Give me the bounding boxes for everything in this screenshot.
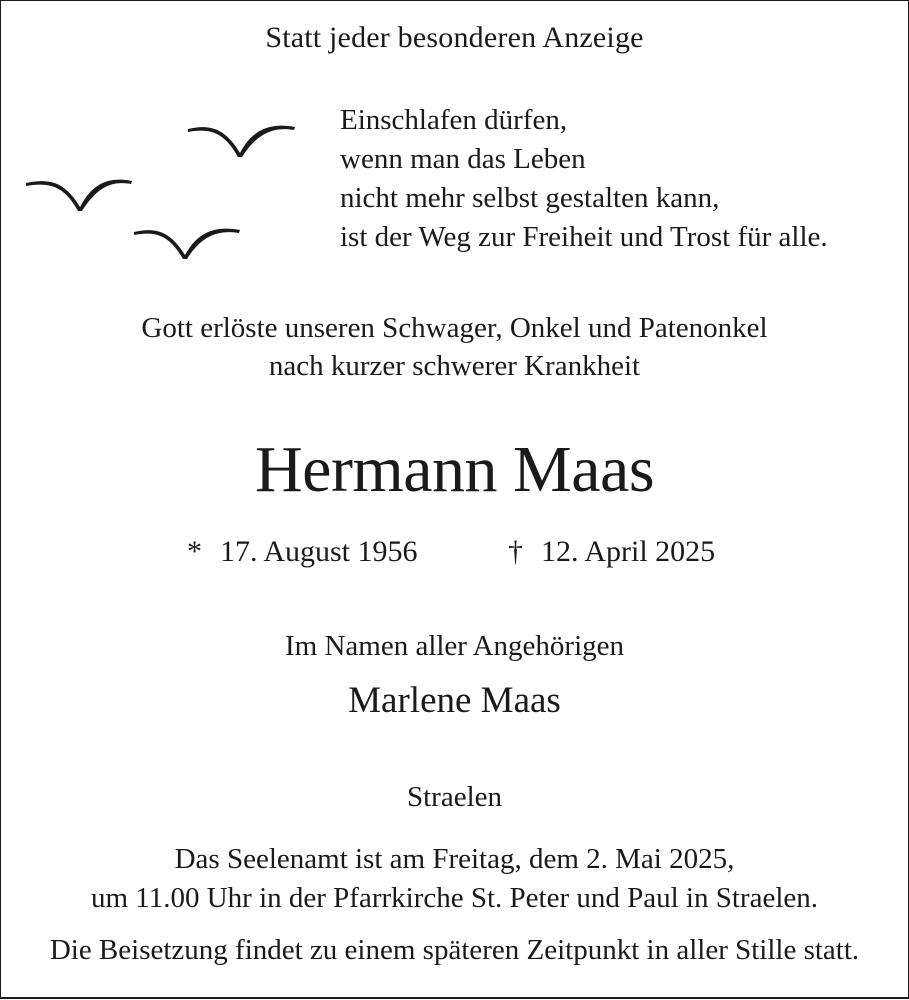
town-name: Straelen xyxy=(406,781,502,813)
notice-header: Statt jeder besonderen Anzeige xyxy=(265,21,644,54)
bird-icon xyxy=(26,180,132,211)
death-date-line xyxy=(508,532,715,572)
intro-text xyxy=(0,309,909,385)
signer-name: Marlene Maas xyxy=(348,680,561,721)
birth-date-line xyxy=(187,532,418,572)
poem xyxy=(340,101,828,257)
intro-line: nach kurzer schwerer Krankheit xyxy=(268,350,641,382)
birth-date: 17. August 1956 xyxy=(220,535,418,568)
death-date: 12. April 2025 xyxy=(541,535,716,568)
on-behalf-text: Im Namen aller Angehörigen xyxy=(284,630,625,662)
service-info xyxy=(0,840,909,918)
cross-icon: † xyxy=(508,535,523,568)
burial-info: Die Beisetzung findet zu einem späteren Zeitpunkt in aller Stille statt. xyxy=(49,934,860,966)
service-line: Das Seelenamt ist am Freitag, dem 2. Mai 2025, xyxy=(174,843,735,875)
poem-line: ist der Weg zur Freiheit und Trost für alle. xyxy=(340,221,828,253)
birth-symbol: * xyxy=(187,535,202,568)
poem-line: wenn man das Leben xyxy=(340,143,586,175)
flying-birds-icon xyxy=(20,110,310,270)
bird-icon xyxy=(188,126,295,157)
poem-line: nicht mehr selbst gestalten kann, xyxy=(340,182,720,214)
bird-icon xyxy=(134,229,240,259)
intro-line: Gott erlöste unseren Schwager, Onkel und Patenonkel xyxy=(141,312,768,344)
service-line: um 11.00 Uhr in der Pfarrkirche St. Peter und Paul in Straelen. xyxy=(91,882,818,914)
deceased-name: Hermann Maas xyxy=(254,433,655,506)
poem-line: Einschlafen dürfen, xyxy=(340,104,568,136)
